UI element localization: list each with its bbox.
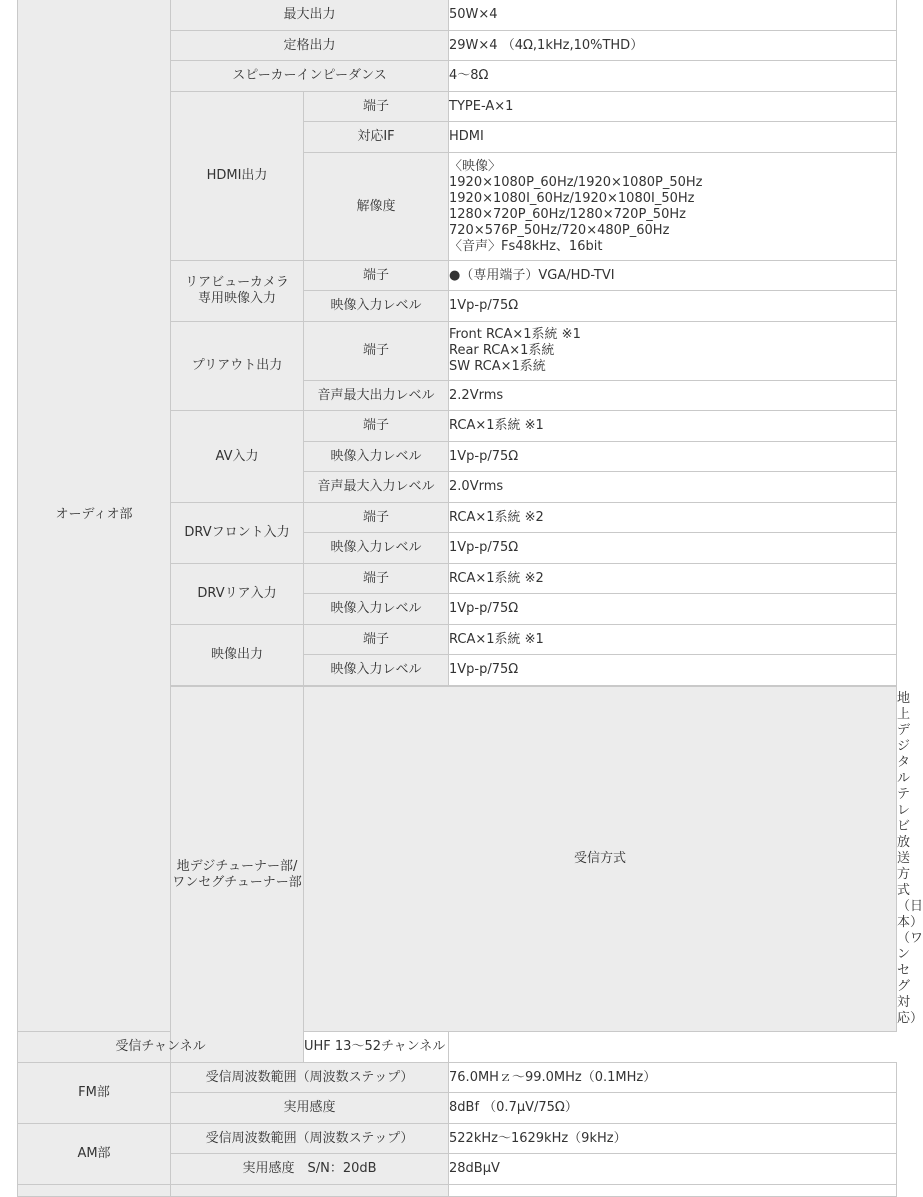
- row-value-speaker-impedance: 4～8Ω: [449, 61, 897, 92]
- row-label-av-audio-level: 音声最大入力レベル: [304, 472, 449, 503]
- group-label-av-input: AV入力: [171, 411, 304, 503]
- table-row: [18, 1185, 897, 1197]
- row-value-hdmi-interface: HDMI: [449, 122, 897, 153]
- row-label-max-output: 最大出力: [171, 0, 449, 31]
- group-label-rear-camera: リアビューカメラ 専用映像入力: [171, 261, 304, 322]
- row-value-rear-camera-level: 1Vp-p/75Ω: [449, 291, 897, 322]
- row-value-drv-rear-level: 1Vp-p/75Ω: [449, 594, 897, 625]
- row-value-am-range: 522kHz～1629kHz（9kHz）: [449, 1124, 897, 1154]
- section-header-tuner: 地デジチューナー部/ ワンセグチューナー部: [171, 687, 304, 1063]
- group-label-drv-front: DRVフロント入力: [171, 503, 304, 564]
- row-label-hdmi-interface: 対応IF: [304, 122, 449, 153]
- row-value-av-audio-level: 2.0Vrms: [449, 472, 897, 503]
- section-header-am: AM部: [18, 1124, 171, 1185]
- row-label-drv-rear-level: 映像入力レベル: [304, 594, 449, 625]
- row-label-reception-method: 受信方式: [304, 687, 897, 1032]
- cut-off-cell: [171, 1185, 449, 1197]
- row-value-video-out-terminal: RCA×1系統 ※1: [449, 625, 897, 655]
- row-label-hdmi-resolution: 解像度: [304, 153, 449, 261]
- table-row: [18, 1063, 897, 1093]
- row-label-drv-rear-terminal: 端子: [304, 564, 449, 594]
- section-header-fm: FM部: [18, 1063, 171, 1124]
- row-value-hdmi-terminal: TYPE-A×1: [449, 92, 897, 122]
- row-value-rated-output: 29W×4 （4Ω,1kHz,10%THD）: [449, 31, 897, 61]
- group-label-drv-rear: DRVリア入力: [171, 564, 304, 625]
- table-row: 地デジチューナー部/ ワンセグチューナー部 受信方式 地上デジタルテレビ放送方式（日本） （ワンセグ対応）: [18, 687, 897, 1032]
- row-value-preout-terminal: Front RCA×1系統 ※1 Rear RCA×1系統 SW RCA×1系統: [449, 322, 897, 381]
- row-value-rear-camera-terminal: ●（専用端子）VGA/HD-TVI: [449, 261, 897, 291]
- row-value-video-out-level: 1Vp-p/75Ω: [449, 655, 897, 686]
- spec-table: [17, 0, 923, 1197]
- section-header-audio: オーディオ部: [18, 0, 171, 1032]
- row-value-reception-channels: UHF 13～52チャンネル: [304, 1032, 449, 1063]
- row-label-fm-range: 受信周波数範囲（周波数ステップ）: [171, 1063, 449, 1093]
- row-label-hdmi-terminal: 端子: [304, 92, 449, 122]
- row-label-video-out-level: 映像入力レベル: [304, 655, 449, 686]
- row-label-drv-front-level: 映像入力レベル: [304, 533, 449, 564]
- row-value-drv-front-level: 1Vp-p/75Ω: [449, 533, 897, 564]
- row-value-preout-level: 2.2Vrms: [449, 381, 897, 411]
- row-value-fm-range: 76.0MHｚ～99.0MHz（0.1MHz）: [449, 1063, 897, 1093]
- table-row: [18, 1032, 897, 1063]
- row-label-preout-terminal: 端子: [304, 322, 449, 381]
- table-row: [18, 1124, 897, 1154]
- table-row: [18, 0, 897, 31]
- group-label-preout: プリアウト出力: [171, 322, 304, 411]
- row-value-av-terminal: RCA×1系統 ※1: [449, 411, 897, 442]
- row-value-max-output: 50W×4: [449, 0, 897, 31]
- row-label-fm-sensitivity: 実用感度: [171, 1093, 449, 1124]
- row-label-reception-channels: 受信チャンネル: [18, 1032, 304, 1063]
- group-label-video-output: 映像出力: [171, 625, 304, 686]
- row-label-rated-output: 定格出力: [171, 31, 449, 61]
- row-label-am-sensitivity: 実用感度 S/N：20dB: [171, 1154, 449, 1185]
- row-label-av-video-level: 映像入力レベル: [304, 442, 449, 472]
- row-value-drv-front-terminal: RCA×1系統 ※2: [449, 503, 897, 533]
- row-value-am-sensitivity: 28dBμV: [449, 1154, 897, 1185]
- cut-off-cell: [18, 1185, 171, 1197]
- row-value-av-video-level: 1Vp-p/75Ω: [449, 442, 897, 472]
- group-label-hdmi-output: HDMI出力: [171, 92, 304, 261]
- row-label-rear-camera-level: 映像入力レベル: [304, 291, 449, 322]
- row-value-fm-sensitivity: 8dBf （0.7μV/75Ω）: [449, 1093, 897, 1124]
- row-label-av-terminal: 端子: [304, 411, 449, 442]
- row-label-drv-front-terminal: 端子: [304, 503, 449, 533]
- row-label-video-out-terminal: 端子: [304, 625, 449, 655]
- cut-off-cell: [449, 1185, 897, 1197]
- row-label-speaker-impedance: スピーカーインピーダンス: [171, 61, 449, 92]
- row-label-rear-camera-terminal: 端子: [304, 261, 449, 291]
- row-label-am-range: 受信周波数範囲（周波数ステップ）: [171, 1124, 449, 1154]
- row-value-drv-rear-terminal: RCA×1系統 ※2: [449, 564, 897, 594]
- row-value-hdmi-resolution: 〈映像〉 1920×1080P_60Hz/1920×1080P_50Hz 1920×1080I_60Hz/1920×1080I_50Hz 1280×720P_60Hz/1280×720P_50Hz 720×576P_50Hz/720×480P_60Hz 〈音声〉Fs48kHz、16bit: [449, 153, 897, 261]
- row-label-preout-level: 音声最大出力レベル: [304, 381, 449, 411]
